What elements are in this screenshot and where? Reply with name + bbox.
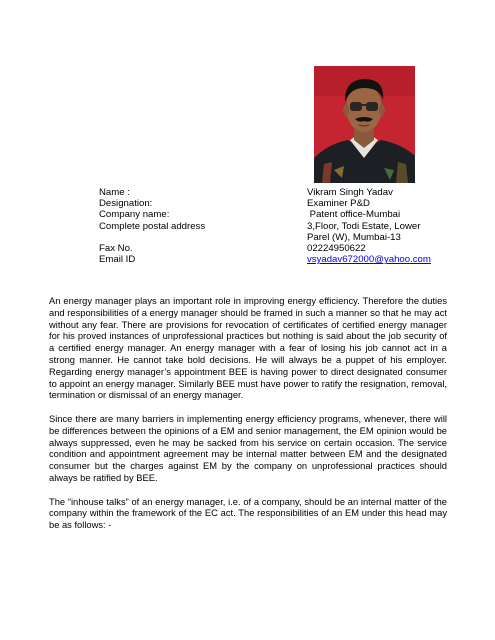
fax-row [99,243,459,254]
designation-row [99,198,459,209]
fax-value: 02224950622 [307,243,366,255]
name-value: Vikram Singh Yadav [307,187,393,198]
address-value: 3,Floor, Todi Estate, Lower Parel (W), Mumbai-13 [307,220,421,243]
designation-value: Examiner P&D [307,198,370,210]
contact-details [99,187,459,265]
email-label: Email ID [99,254,136,266]
name-label: Name : [99,187,130,198]
address-row [99,221,459,243]
profile-photo [314,66,415,183]
paragraph-1: An energy manager plays an important role in improving energy efficiency. Therefore the duties and responsibilities of a energy manager should be framed in such a manner so that he may act without any fear. There are provisions for revocation of certificates of certified energy manager for his proved instances of unprofessional practices but nothing is said about the job security of a certified energy manager. An energy manager with a fear of losing his job cannot act in a strong manner. He cannot take bold decisions. He will always be a puppet of his employer. Regarding energy manager’s appointment BEE is having power to direct designated consumer to appoint an energy manager. Similarly BEE must have power to ratify the resignation, removal, termination or dismissal of an energy manager. [49,296,447,401]
article-body [49,296,447,544]
email-row [99,254,459,265]
address-label: Complete postal address [99,220,206,232]
company-value: Patent office-Mumbai [307,209,401,221]
portrait-image [314,66,415,183]
company-label: Company name: [99,209,170,221]
name-row [99,187,459,198]
email-link[interactable]: vsyadav672000@yahoo.com [307,254,431,266]
paragraph-3: The “inhouse talks” of an energy manager, i.e. of a company, should be an internal matter of the company within the framework of the EC act. The responsibilities of an EM under this head may be as follows: - [49,496,447,531]
fax-label: Fax No. [99,243,133,255]
designation-label: Designation: [99,198,153,210]
paragraph-2: Since there are many barriers in implementing energy efficiency programs, whenever, there will be differences between the opinions of a EM and senior management, the EM opinion would be always suppressed, even he may be sacked from his service on certain occasion. The service condition and appointment agreement may be internal matter between EM and the designated consumer but the charges against EM by the company on unprofessional practices should always be ratified by BEE. [49,413,447,483]
company-row [99,209,459,220]
